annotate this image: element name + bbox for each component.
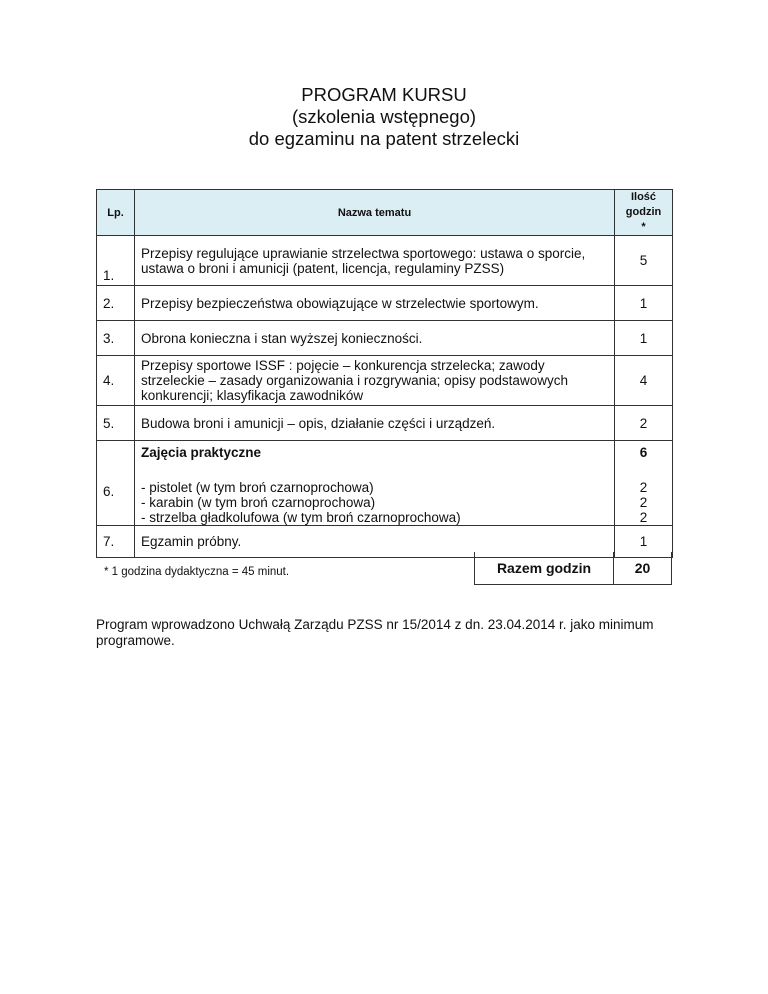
- table-row: [97, 236, 673, 286]
- row-topic: Przepisy bezpieczeństwa obowiązujące w strzelectwie sportowym.: [135, 286, 615, 321]
- total-value: 20: [634, 560, 651, 576]
- header-hours-line-1: Ilość: [630, 191, 657, 203]
- exam-lp: 7.: [97, 526, 135, 558]
- table-row: [97, 286, 673, 321]
- practical-item-shotgun: - strzelba gładkolufowa (w tym broń czarnoprochowa): [141, 510, 461, 525]
- row-hours: 2: [615, 406, 673, 441]
- row-lp: 4.: [97, 356, 135, 406]
- total-label-cell: [474, 552, 613, 585]
- practical-topic: [135, 441, 615, 526]
- footnote: * 1 godzina dydaktyczna = 45 minut.: [104, 566, 290, 578]
- practical-item-pistol-hours: 2: [639, 480, 648, 495]
- row-lp: 2.: [97, 286, 135, 321]
- table-row: [97, 406, 673, 441]
- practical-item-pistol: - pistolet (w tym broń czarnoprochowa): [141, 480, 374, 495]
- practical-hours: [615, 441, 673, 526]
- practical-title: Zajęcia praktyczne: [141, 445, 262, 460]
- header-topic: Nazwa tematu: [135, 190, 615, 236]
- table-row: [97, 356, 673, 406]
- practical-row: [97, 441, 673, 526]
- title-line-3: do egzaminu na patent strzelecki: [248, 128, 520, 149]
- title-line-1: PROGRAM KURSU: [301, 84, 467, 105]
- total-value-cell: [613, 552, 672, 585]
- row-lp: 1.: [97, 236, 135, 286]
- table-header-row: [97, 190, 673, 236]
- document-title: [0, 84, 768, 150]
- practical-title-hours: 6: [639, 445, 648, 460]
- practical-lp: 6.: [97, 441, 135, 526]
- exam-topic: Egzamin próbny.: [135, 526, 615, 558]
- program-note: Program wprowadzono Uchwałą Zarządu PZSS nr 15/2014 z dn. 23.04.2014 r. jako minimum programowe.: [96, 617, 654, 648]
- header-lp: Lp.: [97, 190, 135, 236]
- row-hours: 5: [615, 236, 673, 286]
- row-hours: 1: [615, 286, 673, 321]
- course-program-table: [96, 189, 673, 558]
- header-hours: [615, 190, 673, 236]
- practical-item-shotgun-hours: 2: [639, 510, 648, 525]
- header-hours-line-3: *: [641, 221, 646, 233]
- row-lp: 5.: [97, 406, 135, 441]
- practical-item-rifle: - karabin (w tym broń czarnoprochowa): [141, 495, 376, 510]
- title-line-2: (szkolenia wstępnego): [291, 106, 477, 127]
- footer-row: [96, 552, 672, 586]
- total-label: Razem godzin: [496, 560, 592, 576]
- exam-hours: 1: [615, 526, 673, 558]
- row-lp: 3.: [97, 321, 135, 356]
- row-topic: Obrona konieczna i stan wyższej konieczności.: [135, 321, 615, 356]
- row-hours: 1: [615, 321, 673, 356]
- row-topic: Przepisy regulujące uprawianie strzelectwa sportowego: ustawa o sporcie, ustawa o broni i amunicji (patent, licencja, regulaminy PZSS): [135, 236, 615, 286]
- table-row: [97, 321, 673, 356]
- row-topic: Budowa broni i amunicji – opis, działanie części i urządzeń.: [135, 406, 615, 441]
- row-hours: 4: [615, 356, 673, 406]
- practical-item-rifle-hours: 2: [639, 495, 648, 510]
- row-topic: Przepisy sportowe ISSF : pojęcie – konkurencja strzelecka; zawody strzeleckie – zasady organizowania i rozgrywania; opisy podstawowych konkurencji; klasyfikacja zawodników: [135, 356, 615, 406]
- header-hours-line-2: godzin: [625, 206, 662, 218]
